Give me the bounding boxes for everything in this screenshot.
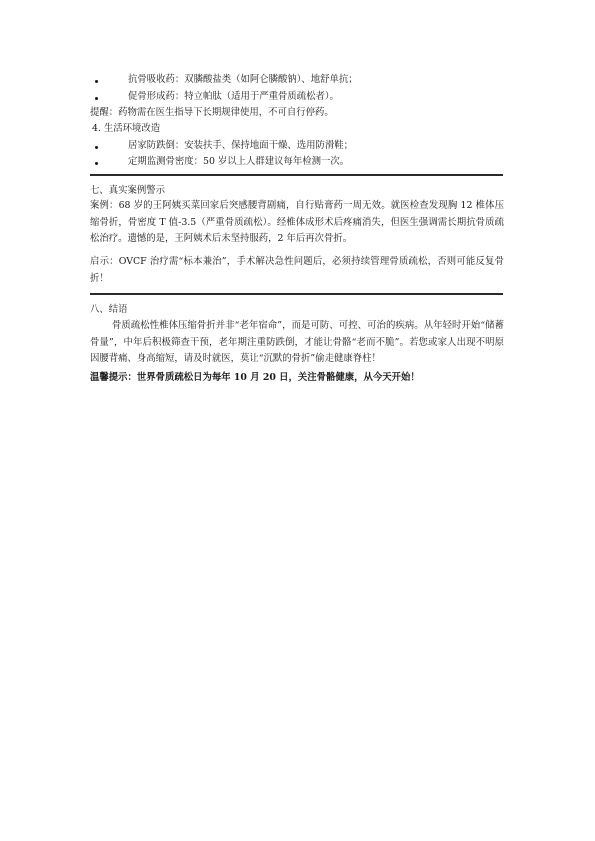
env-heading: 4. 生活环境改造 [92,123,161,134]
bullet-bone-density: 定期监测骨密度：50 岁以上人群建议每年检测一次。 [128,156,350,167]
insight-paragraph: 启示：OVCF 治疗需“标本兼治”，手术解决急性问题后，必须持续管理骨质疏松，否则可能反复骨折！ [90,256,504,284]
medication-reminder: 提醒：药物需在医生指导下长期规律使用，不可自行停药。 [90,107,334,118]
case-paragraph: 案例：68 岁的王阿姨买菜回家后突感腰背剧痛，自行贴膏药一周无效。就医检查发现胸 12 椎体压缩骨折，骨密度 T 值-3.5（严重骨质疏松）。经椎体成形术后疼痛消失，但医生强调需长期抗骨质疏松治疗。遗憾的是，王阿姨术后未坚持服药，2 年后再次骨折。 [90,200,504,244]
bullet-bone-formation: 促骨形成药：特立帕肽（适用于严重骨质疏松者）。 [128,91,339,102]
section-divider [90,174,503,176]
bullet-marker [95,80,98,83]
section-divider [90,293,503,295]
section7-heading: 七、真实案例警示 [90,185,166,196]
conclusion-paragraph: 骨质疏松性椎体压缩骨折并非“老年宿命”，而是可防、可控、可治的疾病。从年轻时开始“储蓄骨量”，中年后积极筛查干预，老年期注重防跌倒，才能让骨骼“老而不脆”。若您或家人出现不明原因腰背痛、身高缩短，请及时就医，莫让“沉默的骨折”偷走健康脊柱！ [90,320,504,364]
bullet-fall-prevention: 居家防跌倒：安装扶手、保持地面干燥、选用防滑鞋； [128,140,354,151]
bullet-marker [95,162,98,165]
section8-heading: 八、结语 [90,304,128,315]
bullet-marker [95,97,98,100]
warm-tip: 温馨提示：世界骨质疏松日为每年 10 月 20 日，关注骨骼健康，从今天开始！ [90,372,420,383]
bullet-marker [95,146,98,149]
bullet-anti-resorptive: 抗骨吸收药：双膦酸盐类（如阿仑膦酸钠）、地舒单抗； [128,74,358,85]
